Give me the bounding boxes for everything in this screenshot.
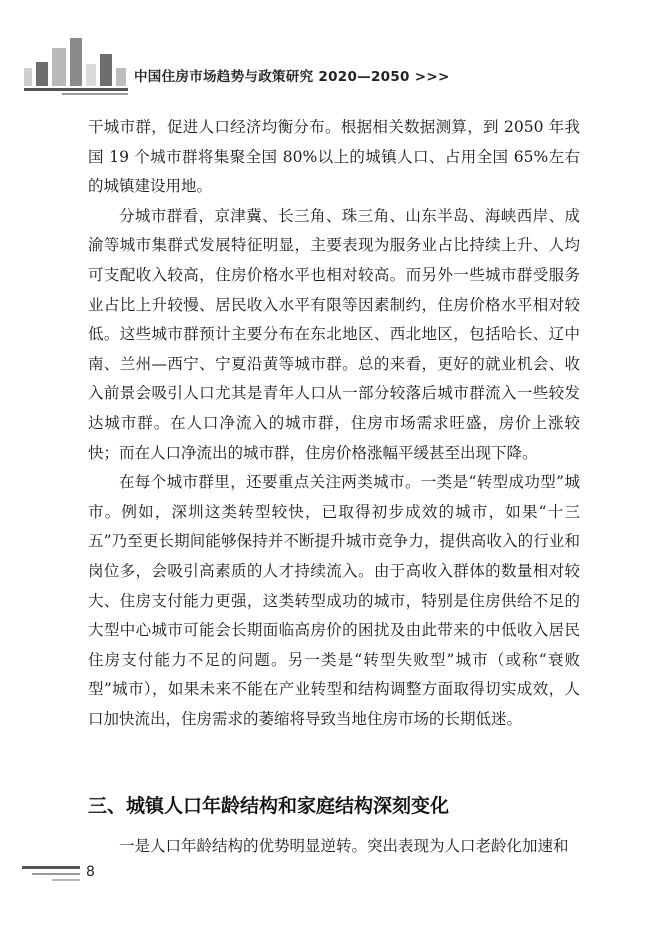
page-number: 8 [86,864,95,880]
paragraph-1: 干城市群，促进人口经济均衡分布。根据相关数据测算，到 2050 年我国 19 个城市群将集聚全国 80%以上的城镇人口、占用全国 65%左右的城镇建设用地。 [88,118,580,196]
body-text [88,113,580,734]
page-header [0,0,661,100]
section-heading: 三、城镇人口年龄结构和家庭结构深刻变化 [88,795,450,817]
bar-blocks-logo-icon [22,38,132,100]
section-body [88,832,580,862]
paragraph-3: 在每个城市群里，还要重点关注两类城市。一类是“转型成功型”城市。例如，深圳这类转型较快，已取得初步成效的城市，如果“十三五”乃至更长期间能够保持并不断提升城市竞争力，提供高收入的行业和岗位多，会吸引高素质的人才持续流入。由于高收入群体的数量相对较大、住房支付能力更强，这类转型成功的城市，特别是住房供给不足的大型中心城市可能会长期面临高房价的困扰及由此带来的中低收入居民住房支付能力不足的问题。另一类是“转型失败型”城市（或称“衰败型”城市），如果未来不能在产业转型和结构调整方面取得切实成效，人口加快流出，住房需求的萎缩将导致当地住房市场的长期低迷。 [88,473,580,728]
paragraph-4: 一是人口年龄结构的优势明显逆转。突出表现为人口老龄化加速和 [119,837,569,855]
running-header-title: 中国住房市场趋势与政策研究 2020—2050 >>> [134,69,450,85]
double-rule-lines-icon [22,860,142,890]
paragraph-2: 分城市群看，京津冀、长三角、珠三角、山东半岛、海峡西岸、成渝等城市集群式发展特征明显，主要表现为服务业占比持续上升、人均可支配收入较高，住房价格水平也相对较高。而另外一些城市群受服务业占比上升较慢、居民收入水平有限等因素制约，住房价格水平相对较低。这些城市群预计主要分布在东北地区、西北地区，包括哈长、辽中南、兰州—西宁、宁夏沿黄等城市群。总的来看，更好的就业机会、收入前景会吸引人口尤其是青年人口从一部分较落后城市群流入一些较发达城市群。在人口净流入的城市群，住房市场需求旺盛，房价上涨较快；而在人口净流出的城市群，住房价格涨幅平缓甚至出现下降。 [88,206,580,462]
